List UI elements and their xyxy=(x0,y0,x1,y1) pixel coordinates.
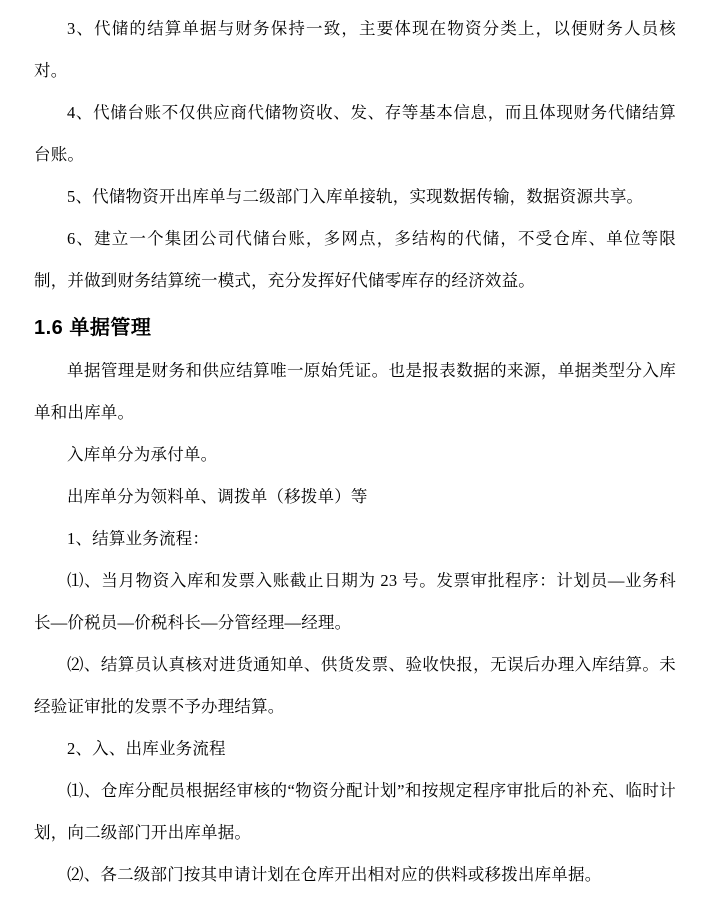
document-body xyxy=(34,8,676,896)
body-paragraph: 5、代储物资开出库单与二级部门入库单接轨，实现数据传输，数据资源共享。 xyxy=(67,187,644,206)
body-paragraph: ⑴、当月物资入库和发票入账截止日期为 23 号。发票审批程序：计划员—业务科长—价税员—价税科长—分管经理—经理。 xyxy=(34,571,676,632)
body-paragraph: 3、代储的结算单据与财务保持一致，主要体现在物资分类上，以便财务人员核对。 xyxy=(34,19,676,80)
body-paragraph: 入库单分为承付单。 xyxy=(67,445,218,464)
body-paragraph: 单据管理是财务和供应结算唯一原始凭证。也是报表数据的来源，单据类型分入库单和出库单。 xyxy=(34,361,676,422)
body-paragraph: ⑴、仓库分配员根据经审核的“物资分配计划”和按规定程序审批后的补充、临时计划，向二级部门开出库单据。 xyxy=(34,781,676,842)
body-paragraph: ⑵、各二级部门按其申请计划在仓库开出相对应的供料或移拨出库单据。 xyxy=(67,865,602,884)
section-heading: 1.6 单据管理 xyxy=(34,317,152,339)
body-paragraph: ⑵、结算员认真核对进货通知单、供货发票、验收快报，无误后办理入库结算。未经验证审批的发票不予办理结算。 xyxy=(34,655,676,716)
body-paragraph: 6、建立一个集团公司代储台账，多网点，多结构的代储，不受仓库、单位等限制，并做到财务结算统一模式，充分发挥好代储零库存的经济效益。 xyxy=(34,229,676,290)
body-paragraph: 2、入、出库业务流程 xyxy=(67,739,226,758)
body-paragraph: 4、代储台账不仅供应商代储物资收、发、存等基本信息，而且体现财务代储结算台账。 xyxy=(34,103,676,164)
body-paragraph: 1、结算业务流程： xyxy=(67,529,210,548)
body-paragraph: 出库单分为领料单、调拨单（移拨单）等 xyxy=(67,487,368,506)
